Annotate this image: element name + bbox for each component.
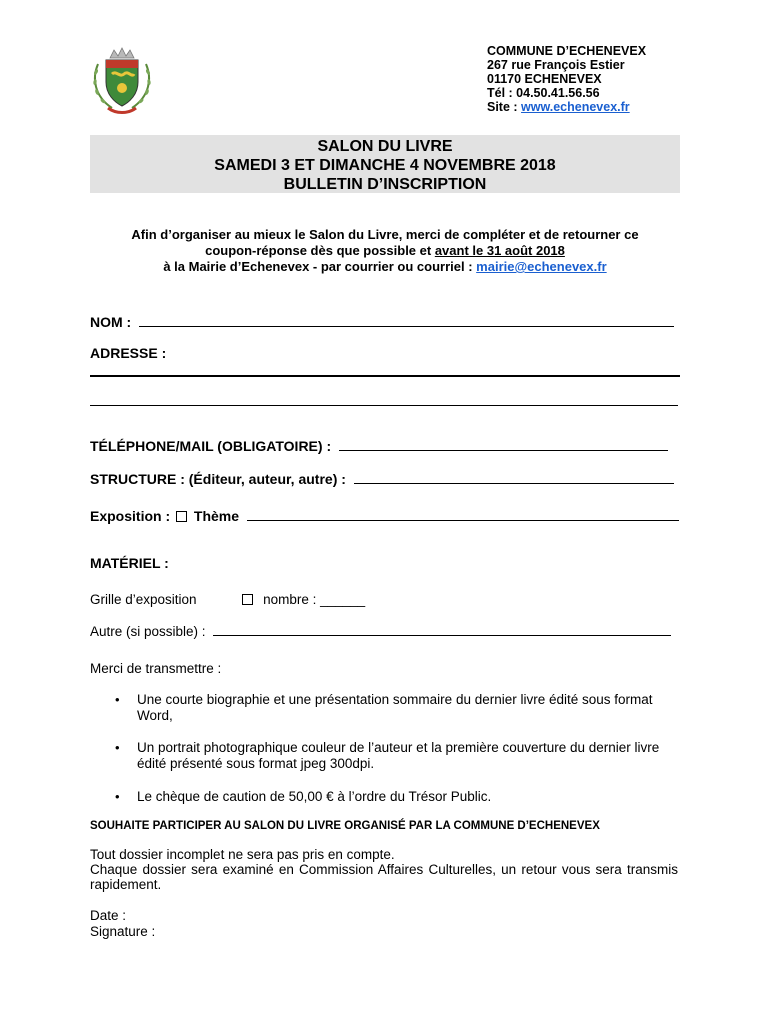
org-site-link[interactable]: www.echenevex.fr	[521, 100, 630, 114]
nom-row	[90, 314, 680, 330]
structure-row	[90, 471, 680, 487]
structure-label: STRUCTURE : (Éditeur, auteur, autre) :	[90, 471, 346, 487]
incomplete-notice: Tout dossier incomplet ne sera pas pris en compte.	[90, 847, 395, 862]
title-line-1: SALON DU LIVRE	[317, 138, 453, 155]
participation-statement: SOUHAITE PARTICIPER AU SALON DU LIVRE ORGANISÉ PAR LA COMMUNE D’ECHENEVEX	[90, 820, 600, 832]
org-site-row	[487, 100, 646, 114]
transmit-intro: Merci de transmettre :	[90, 661, 222, 676]
transmit-item	[90, 789, 680, 805]
org-name: COMMUNE D’ECHENEVEX	[487, 44, 647, 58]
title-line-3: BULLETIN D’INSCRIPTION	[283, 176, 487, 193]
grille-row	[90, 592, 680, 608]
org-address-line: 267 rue François Estier	[487, 58, 625, 72]
intro-paragraph	[90, 227, 680, 275]
signature-label: Signature :	[90, 924, 156, 939]
date-label: Date :	[90, 908, 127, 923]
exposition-label: Exposition :	[90, 508, 171, 524]
footer-paragraph	[90, 847, 678, 892]
intro-line-2	[90, 243, 680, 259]
telephone-label: TÉLÉPHONE/MAIL (OBLIGATOIRE) :	[90, 438, 332, 454]
autre-row	[90, 624, 680, 640]
telephone-row	[90, 438, 680, 454]
theme-field[interactable]	[247, 508, 679, 521]
org-site-label: Site :	[487, 100, 522, 114]
nom-label: NOM :	[90, 314, 132, 330]
materiel-label: MATÉRIEL :	[90, 555, 169, 571]
grille-label: Grille d’exposition	[90, 592, 197, 607]
grille-nombre-field[interactable]: nombre : ______	[263, 592, 366, 607]
transmit-list	[90, 692, 680, 805]
bullet-icon: •	[115, 692, 120, 707]
transmit-item	[90, 692, 680, 740]
title-box	[90, 135, 680, 193]
adresse-row	[90, 345, 680, 361]
intro-line-3	[90, 259, 680, 275]
org-phone: Tél : 04.50.41.56.56	[487, 86, 600, 100]
transmit-item-text: Le chèque de caution de 50,00 € à l’ordre du Trésor Public.	[137, 789, 492, 804]
nom-field[interactable]	[139, 314, 674, 327]
telephone-field[interactable]	[339, 438, 668, 451]
intro-email-link[interactable]: mairie@echenevex.fr	[476, 259, 607, 274]
exposition-checkbox[interactable]	[176, 511, 187, 522]
adresse-label: ADRESSE :	[90, 345, 167, 361]
structure-field[interactable]	[354, 471, 674, 484]
commune-coat-of-arms	[90, 44, 154, 116]
bullet-icon: •	[115, 740, 120, 755]
bullet-icon: •	[115, 789, 120, 804]
intro-line-2-text: coupon-réponse dès que possible et	[205, 243, 435, 258]
autre-field[interactable]	[213, 624, 671, 636]
title-line-2: SAMEDI 3 ET DIMANCHE 4 NOVEMBRE 2018	[214, 157, 556, 174]
intro-line-1: Afin d’organiser au mieux le Salon du Livre, merci de compléter et de retourner ce	[131, 227, 639, 242]
header-address-block	[487, 44, 646, 114]
grille-checkbox[interactable]	[242, 594, 253, 605]
adresse-field-line-2[interactable]	[90, 405, 678, 406]
transmit-item	[90, 740, 680, 789]
theme-label: Thème	[193, 508, 240, 524]
autre-label: Autre (si possible) :	[90, 624, 206, 639]
examined-notice: Chaque dossier sera examiné en Commission Affaires Culturelles, un retour vous sera transmis rapidement.	[90, 862, 678, 892]
org-postal-city: 01170 ECHENEVEX	[487, 72, 602, 86]
transmit-item-text: Une courte biographie et une présentation sommaire du dernier livre édité sous format Word,	[137, 692, 653, 723]
intro-line-3-text: à la Mairie d’Echenevex - par courrier ou courriel :	[163, 259, 477, 274]
transmit-item-text: Un portrait photographique couleur de l’auteur et la première couverture du dernier livre édité présenté sous format jpeg 300dpi.	[137, 740, 660, 771]
intro-deadline: avant le 31 août 2018	[434, 243, 565, 258]
adresse-field-line-1[interactable]	[90, 375, 680, 377]
materiel-row	[90, 555, 680, 571]
exposition-row	[90, 508, 680, 524]
